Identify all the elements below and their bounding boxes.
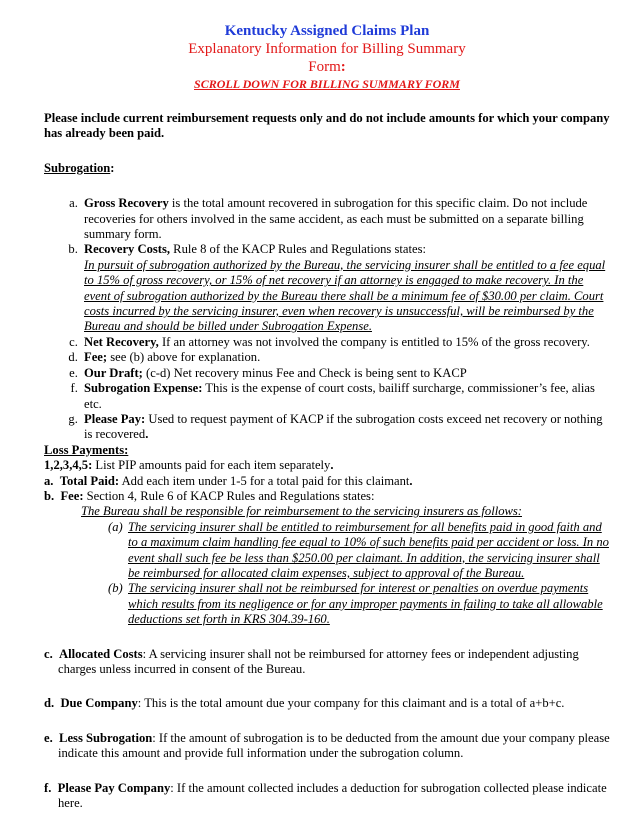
term: Recovery Costs,	[84, 242, 171, 257]
description: If an attorney was not involved the company is entitled to 15% of the gross recovery.	[158, 334, 590, 349]
term: Fee;	[84, 350, 108, 365]
subrogation-item-our-draft	[81, 366, 610, 381]
pip-line	[44, 458, 610, 473]
due-company-item	[44, 696, 610, 711]
rule-8-quote: In pursuit of subrogation authorized by the Bureau, the servicing insurer shall be entitled to a fee equal to 15% of gross recovery, or 15% of net recovery if an attorney is engaged to make recovery. In the event of subrogation authorized by the Bureau there shall be a minimum fee of $30.00 per claim. Court costs incurred by the servicing insurer, even when recovery is unsuccessful, will be reimbursed by the Bureau and should be billed under Subrogation Expense.	[84, 257, 606, 334]
description: Used to request payment of KACP if the subrogation costs exceed net recovery or nothing is recovered	[84, 411, 603, 442]
item-term: Allocated Costs	[59, 646, 143, 661]
subrogation-list	[44, 196, 610, 443]
description: This is the expense of court costs, bailiff surcharge, commissioner’s fee, alias etc.	[84, 381, 595, 411]
term: Subrogation Expense:	[84, 381, 203, 396]
pip-period: .	[330, 458, 334, 473]
item-term: Please Pay Company	[57, 780, 171, 795]
total-text: Add each item under 1-5 for a total paid for this claimant	[119, 473, 410, 488]
subrogation-heading	[44, 161, 610, 176]
subrogation-heading-text: Subrogation	[44, 160, 111, 175]
document-subtitle: Explanatory Information for Billing Summary	[188, 41, 466, 57]
please-pay-company-item	[44, 781, 610, 812]
pip-text: List PIP amounts paid for each item separately	[92, 458, 331, 473]
fee-sub-list	[108, 520, 610, 628]
pip-label: 1,2,3,4,5:	[44, 458, 93, 473]
item-label: c.	[44, 646, 53, 661]
subrogation-item-please-pay	[81, 412, 610, 443]
description: Rule 8 of the KACP Rules and Regulations states:	[170, 242, 426, 257]
form-colon: :	[340, 59, 346, 75]
term: Our Draft;	[84, 365, 143, 380]
fee-quote: The Bureau shall be responsible for reimbursement to the servicing insurers as follows:	[81, 504, 522, 519]
sub-text: The servicing insurer shall not be reimbursed for interest or penalties on overdue payments which results from its negligence or for any improper payments in failing to take all allowable deductions set forth in KRS 304.39-160.	[128, 581, 603, 627]
fee-term: Fee:	[60, 488, 84, 503]
document-subtitle-form	[44, 58, 610, 76]
loss-payments-heading: Loss Payments:	[44, 442, 129, 457]
item-term: Due Company	[60, 696, 138, 711]
sub-text: The servicing insurer shall be entitled to reimbursement for all benefits paid in good faith and to a maximum claim handling fee equal to 10% of such benefits paid per accident or loss. In no event shall such fee be less than $250.00 per claimant. In addition, the servicing insurer shall be reimbursed for allocated claim expenses, subject to approval of the Bureau.	[128, 519, 609, 580]
total-paid-line	[44, 474, 610, 489]
fee-label: b.	[44, 488, 55, 503]
description: see (b) above for explanation.	[107, 350, 261, 365]
form-word: Form	[308, 59, 341, 75]
item-text: : If the amount of subrogation is to be deducted from the amount due your company please indicate this amount and provide full information under the subrogation column.	[58, 730, 610, 761]
item-label: d.	[44, 696, 55, 711]
total-period: .	[409, 473, 413, 488]
term: Net Recovery,	[84, 334, 159, 349]
fee-sub-item-a	[108, 520, 610, 582]
scroll-down-note: SCROLL DOWN FOR BILLING SUMMARY FORM	[194, 77, 460, 91]
item-text: : If the amount collected includes a deduction for subrogation collected please indicate here.	[58, 780, 607, 811]
intro-paragraph: Please include current reimbursement requests only and do not include amounts for which your company has already been paid.	[44, 111, 610, 141]
sub-label: (b)	[108, 581, 123, 596]
item-term: Less Subrogation	[59, 730, 153, 745]
document-header	[44, 22, 610, 92]
description: (c-d) Net recovery minus Fee and Check is being sent to KACP	[142, 365, 467, 380]
period: .	[145, 427, 149, 442]
description: is the total amount recovered in subrogation for this specific claim. Do not include recoveries for others involved in the same accident, as each must be submitted on a separate billing summary form.	[84, 196, 588, 242]
item-text: : This is the total amount due your company for this claimant and is a total of a+b+c.	[137, 696, 565, 711]
item-text: : A servicing insurer shall not be reimbursed for attorney fees or independent adjusting charges unless incurred in consent of the Bureau.	[58, 646, 579, 676]
term: Please Pay:	[84, 411, 146, 426]
item-label: e.	[44, 730, 53, 745]
term: Gross Recovery	[84, 196, 169, 211]
subrogation-item-fee	[81, 350, 610, 365]
subrogation-item-recovery-costs	[81, 242, 610, 334]
less-subrogation-item	[44, 731, 610, 762]
subrogation-item-subrogation-expense	[81, 381, 610, 412]
total-term: Total Paid:	[59, 473, 120, 488]
document-title: Kentucky Assigned Claims Plan	[224, 23, 430, 39]
fee-line	[44, 489, 610, 504]
total-label: a.	[44, 473, 54, 488]
sub-label: (a)	[108, 519, 123, 534]
subrogation-item-gross-recovery	[81, 196, 610, 242]
fee-text: Section 4, Rule 6 of KACP Rules and Regulations states:	[83, 488, 375, 503]
fee-sub-item-b	[108, 581, 610, 627]
subrogation-heading-colon: :	[110, 160, 115, 175]
item-label: f.	[44, 780, 52, 795]
allocated-costs-item	[44, 647, 610, 678]
subrogation-item-net-recovery	[81, 335, 610, 350]
